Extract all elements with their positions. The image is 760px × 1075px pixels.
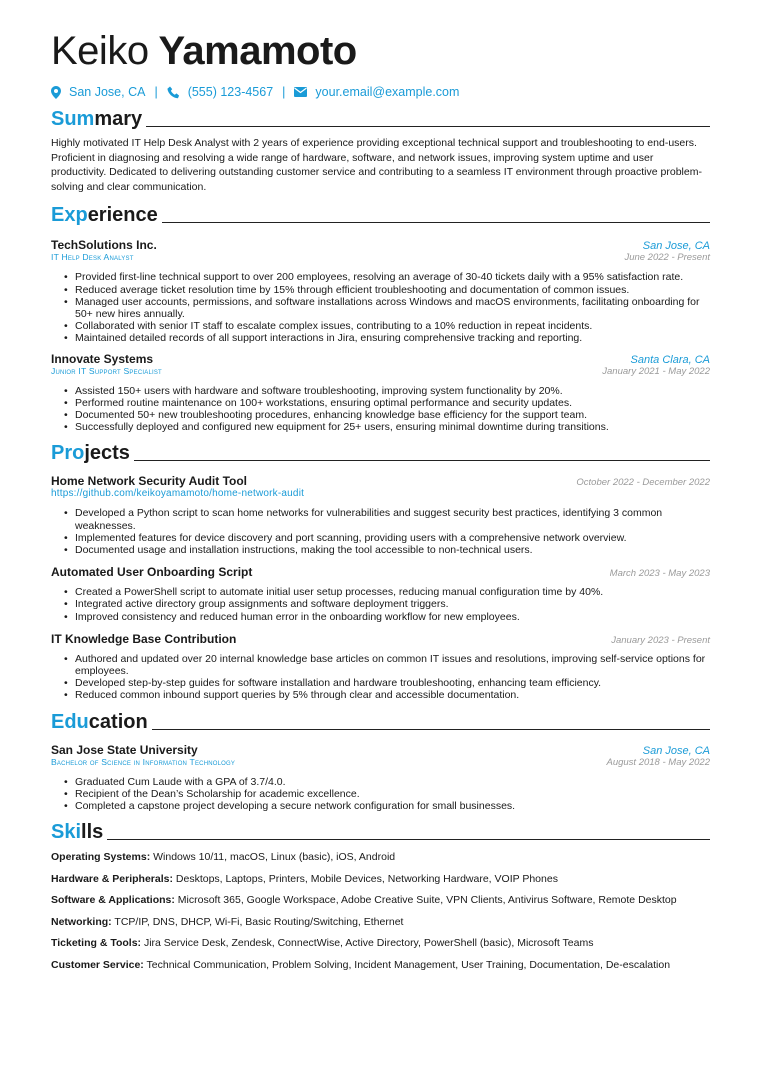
company-name: Innovate Systems [51,351,154,366]
project-bullets [51,586,710,623]
project-entry [51,632,710,702]
education-dates: August 2018 - May 2022 [606,756,710,768]
skill-row [51,894,710,907]
list-item: • Successfully deployed and configured new equipment for 25+ users, ensuring minimal downtime during transitions. [75,421,710,433]
job-location: San Jose, CA [642,240,710,253]
list-item: • Assisted 150+ users with hardware and software troubleshooting, improving system functionality by 20%. [75,385,710,397]
skill-value: Desktops, Laptops, Printers, Mobile Devices, Networking Hardware, VOIP Phones [175,872,558,885]
list-item: • Reduced common inbound support queries by 5% through clear and accessible documentation. [75,689,710,701]
skill-label: Software & Applications: [51,894,175,907]
contact-bar [51,85,710,99]
heading-rest: lls [81,821,104,844]
skill-row [51,937,710,950]
list-item: • Recipient of the Dean’s Scholarship for academic excellence. [75,788,710,800]
heading-rest: jects [84,442,130,465]
list-item: • Documented 50+ new troubleshooting procedures, enhancing knowledge base efficiency for the support team. [75,409,710,421]
section-divider [152,729,710,730]
project-bullets [51,507,710,556]
experience-entry [51,238,710,344]
skill-row [51,851,710,864]
section-divider [134,460,710,461]
skill-label: Operating Systems: [51,851,151,864]
summary-text: Highly motivated IT Help Desk Analyst with 2 years of experience providing exceptional technical support and troubleshooting to end-users. Proficient in diagnosing and resolving a wide range of hardware, software, and network issues, improving system uptime and user productivity. Dedicated to delivering outstanding customer service and contributing to a seamless IT environment through proactive problem-solving and clear communication. [51,137,702,193]
list-item: • Improved consistency and reduced human error in the onboarding workflow for new employees. [75,611,710,623]
job-location: Santa Clara, CA [630,353,710,366]
job-bullets [51,271,710,344]
job-bullets [51,385,710,434]
list-item: • Authored and updated over 20 internal knowledge base articles on common IT issues and resolutions, improving self-service options for employees. [75,653,710,677]
skill-row [51,959,710,972]
list-item: • Developed step-by-step guides for software installation and hardware troubleshooting, enhancing team efficiency. [75,677,710,689]
job-title: IT Help Desk Analyst [51,252,134,263]
list-item: • Completed a capstone project developing a secure network configuration for small businesses. [75,800,710,812]
section-divider [162,222,710,223]
skill-label: Ticketing & Tools: [51,937,142,950]
heading-accent: Ski [51,821,82,844]
phone-icon [167,86,180,99]
skill-value: TCP/IP, DNS, DHCP, Wi-Fi, Basic Routing/Switching, Ethernet [114,915,404,928]
skill-row [51,916,710,929]
skill-value: Technical Communication, Problem Solving, Incident Management, User Training, Documentation, De-escalation [146,958,671,971]
skills-list [51,851,710,972]
heading-rest: erience [87,204,158,227]
contact-location [51,85,145,99]
list-item: • Documented usage and installation instructions, making the tool accessible to non-technical users. [75,544,710,556]
project-link[interactable]: https://github.com/keikoyamamoto/home-network-audit [51,488,305,500]
list-item: • Implemented features for device discovery and port scanning, providing users with a comprehensive network overview. [75,532,710,544]
list-item: • Reduced average ticket resolution time by 15% through efficient troubleshooting and documentation of common issues. [75,284,710,296]
list-item: • Maintained detailed records of all support interactions in Jira, ensuring comprehensive tracking and reporting. [75,332,710,344]
project-entry [51,474,710,556]
education-bullets [51,776,710,813]
skill-value: Windows 10/11, macOS, Linux (basic), iOS, Android [153,851,396,864]
contact-phone[interactable] [167,85,273,99]
education-section-heading [51,711,710,733]
section-divider [107,839,710,840]
contact-separator: | [282,85,286,99]
degree-name: Bachelor of Science in Information Technology [51,756,236,767]
list-item: • Developed a Python script to scan home networks for vulnerabilities and suggest security best practices, identifying 3 common weaknesses. [75,507,710,531]
project-name: Automated User Onboarding Script [51,565,253,580]
project-dates: January 2023 - Present [611,634,710,646]
contact-separator: | [154,85,158,99]
project-bullets [51,653,710,702]
company-name: TechSolutions Inc. [51,238,157,253]
phone-text: (555) 123-4567 [187,85,274,99]
skill-value: Microsoft 365, Google Workspace, Adobe Creative Suite, VPN Clients, Antivirus Software, Remote Desktop [177,894,677,907]
skill-label: Customer Service: [51,958,144,971]
heading-rest: mary [94,108,143,130]
summary-section-heading [51,108,710,130]
map-pin-icon [51,86,61,99]
envelope-icon [294,87,307,97]
email-text: your.email@example.com [315,85,460,99]
candidate-name [51,28,710,74]
project-name: IT Knowledge Base Contribution [51,631,237,646]
skills-section-heading [51,821,710,843]
job-title: Junior IT Support Specialist [51,365,162,376]
job-dates: June 2022 - Present [624,252,710,264]
skill-label: Networking: [51,915,112,928]
heading-accent: Pro [51,442,85,465]
skill-row [51,873,710,886]
project-entry [51,565,710,623]
contact-email[interactable] [294,85,459,99]
experience-entry [51,352,710,434]
job-dates: January 2021 - May 2022 [602,365,710,377]
list-item: • Integrated active directory group assignments and software deployment triggers. [75,598,710,610]
list-item: • Performed routine maintenance on 100+ workstations, ensuring optimal performance and security updates. [75,397,710,409]
project-dates: October 2022 - December 2022 [576,477,710,489]
list-item: • Managed user accounts, permissions, and software installations across Windows and macOS environments, facilitating onboarding for 50+ new hires annually. [75,296,710,320]
experience-section-heading [51,204,710,226]
school-name: San Jose State University [51,742,198,757]
list-item: • Graduated Cum Laude with a GPA of 3.7/4.0. [75,776,710,788]
section-divider [146,126,710,127]
school-location: San Jose, CA [642,744,710,757]
location-text: San Jose, CA [69,85,146,99]
last-name: Yamamoto [158,29,357,73]
education-entry [51,743,710,813]
first-name: Keiko [51,29,149,73]
projects-section-heading [51,442,710,464]
project-dates: March 2023 - May 2023 [609,568,710,580]
heading-accent: Edu [51,710,89,733]
heading-rest: cation [88,710,148,733]
project-name: Home Network Security Audit Tool [51,474,248,489]
list-item: • Provided first-line technical support to over 200 employees, resolving an average of 30-40 tickets daily with a 95% satisfaction rate. [75,271,710,283]
skill-value: Jira Service Desk, Zendesk, ConnectWise, Active Directory, PowerShell (basic), Microsoft Teams [143,937,594,950]
skill-label: Hardware & Peripherals: [51,872,173,885]
list-item: • Collaborated with senior IT staff to escalate complex issues, contributing to a 10% reduction in repeat incidents. [75,320,710,332]
heading-accent: Sum [51,108,95,130]
heading-accent: Exp [51,204,88,227]
list-item: • Created a PowerShell script to automate initial user setup processes, reducing manual configuration time by 40%. [75,586,710,598]
